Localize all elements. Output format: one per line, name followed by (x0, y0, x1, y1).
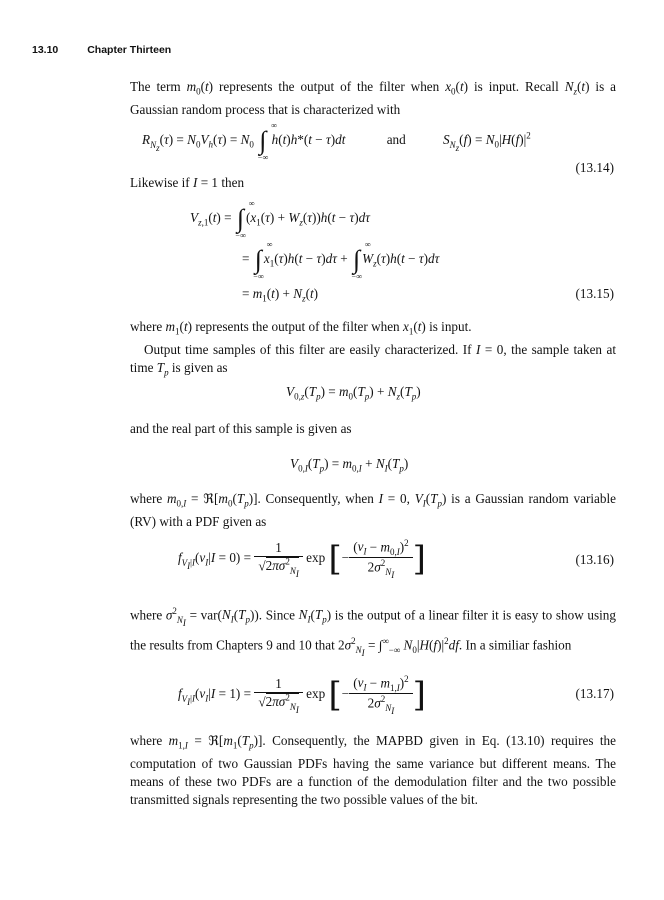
eq-number-13-16: (13.16) (575, 552, 614, 567)
and-word: and (386, 132, 406, 148)
paragraph-likewise: Likewise if I = 1 then (130, 175, 245, 190)
equation-v0i: $V_{0,I}(T_p) = m_{0,I} + N_I(T_p)$ (290, 456, 409, 474)
page-number: 13.10 (32, 44, 59, 56)
paragraph-4: and the real part of this sample is given as (130, 421, 352, 436)
eq-number-13-17: (13.17) (575, 686, 614, 701)
equation-13-16: $f_{V_I|I}(v_I|I = 0)$ = $\frac{1}{√2\pi\sigma^2_{N_I}}$ exp [− $\frac{(v_I - m_{0,I})^2}{2\sigma^2_{N_I}}$ ] (178, 538, 426, 580)
equation-13-14: $R_{N_z}(\tau) = N_0V_h(\tau) = N_0$ ∫ ∞ −∞ h(t)h*(t − τ)dt and $S_{N_z}(f) = N_0|H(f)|^2$ (142, 121, 531, 162)
chapter-title: Chapter Thirteen (87, 44, 172, 56)
equation-13-17: $f_{V_I|I}(v_I|I = 1)$ = $\frac{1}{√2\pi\sigma^2_{N_I}}$ exp [− $\frac{(v_I - m_{1,I})^2}{2\sigma^2_{N_I}}$ ] (178, 674, 426, 716)
equation-13-15-line3: = $m_1(t) + N_z(t)$ (242, 286, 319, 304)
paragraph-2: where $m_1(t)$ represents the output of the filter when $x_1(t)$ is input. Output time samples of this filter are easily characterized. If I = 0, the sample taken at time $T_p$ is given as (130, 319, 616, 378)
paragraph-7: where $m_{1,I}$ = $ℜ[m_1(T_p)]$. Consequently, the MAPBD given in Eq. (13.10) requires the computation of two Gaussian PDFs having the same variance but different means. The means of these two PDFs are a function of the demodulation filter and the two possible transmitted signals representing the two possible values of the bit. (130, 733, 616, 807)
page-header (32, 44, 171, 56)
paragraph-5: where $m_{0,I}$ = $ℜ[m_0(T_p)]$. Consequently, when I = 0, $V_I(T_p)$ is a Gaussian random variable (RV) with a PDF given as (130, 491, 617, 529)
equation-13-15-line1: $V_{z,1}(t)$ = ∫ ∞ −∞ $(x_1(\tau) + W_z(\tau))h(t - \tau)d\tau$ (190, 199, 370, 240)
equation-13-15-line2: = ∫ ∞ −∞ $x_1(\tau)h(t - \tau)d\tau$ + ∫ ∞ −∞ $W_z(\tau)h(t - \tau)d\tau$ (242, 240, 440, 281)
eq-number-13-15: (13.15) (575, 286, 614, 301)
paragraph-6: where $\sigma^2_{N_I} = var(N_I(T_p))$. Since $N_I(T_p)$ is the output of a linear filter it is easy to show using the results from Chapters 9 and 10 that $2\sigma^2_{N_I} = \int^\infty_{-\infty}$ $N_0|H(f)|^2df$. In a similiar fashion (130, 606, 616, 658)
equation-v0z: $V_{0,z}(T_p) = m_0(T_p) + N_z(T_p)$ (286, 384, 421, 402)
paragraph-1: The term $m_0(t)$ represents the output of the filter when $x_0(t)$ is input. Recall $N_z(t)$ is a Gaussian random process that is characterized with (130, 79, 617, 117)
eq-number-13-14: (13.14) (575, 160, 614, 175)
